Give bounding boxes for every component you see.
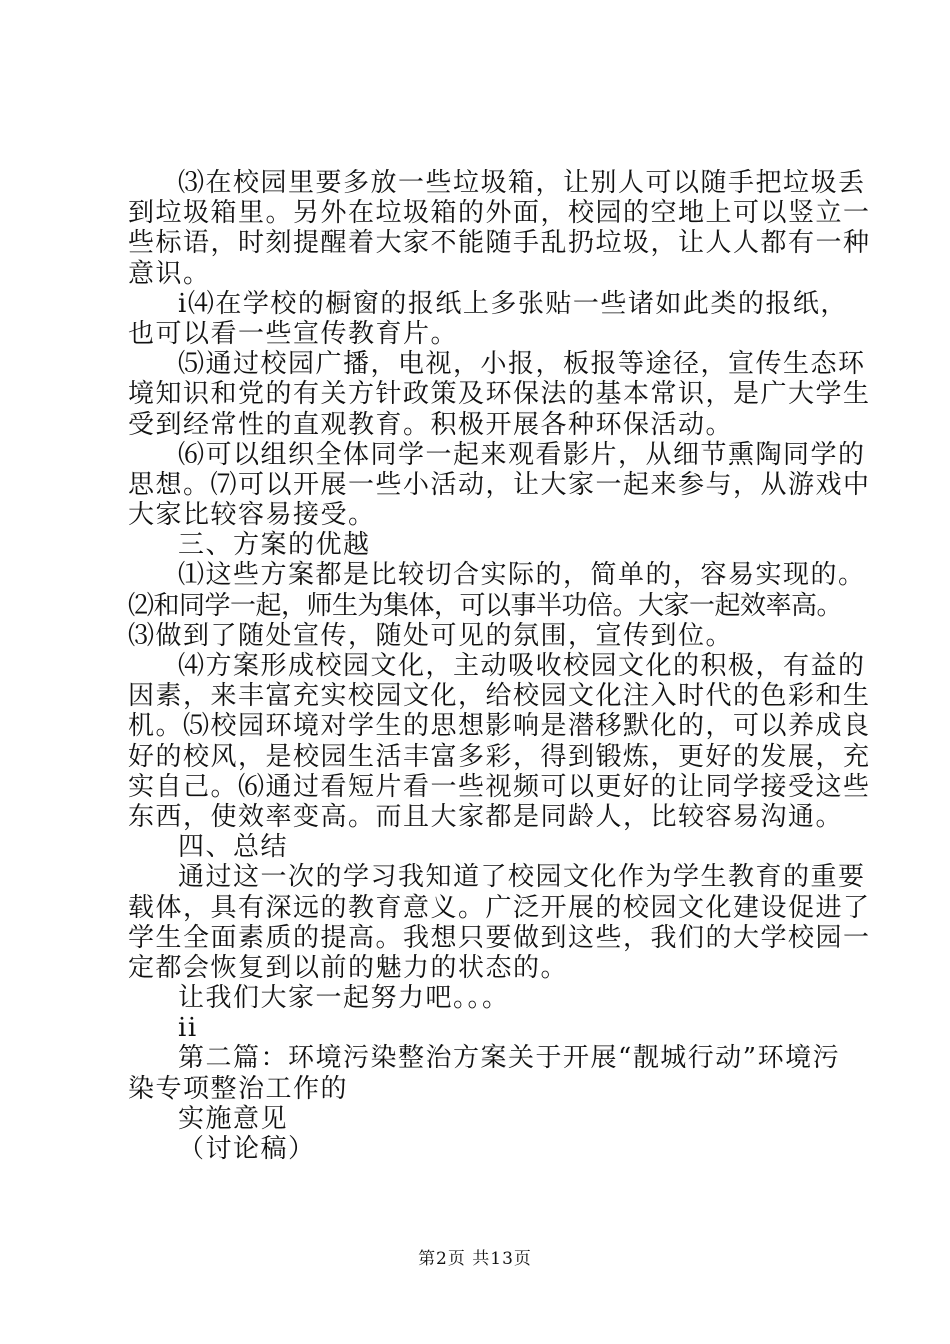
text-line: 学生全面素质的提高。我想只要做到这些，我们的大学校园一 — [128, 922, 871, 953]
text-line: 到垃圾箱里。另外在垃圾箱的外面，校园的空地上可以竖立一 — [128, 198, 871, 229]
text-line: 定都会恢复到以前的魅力的状态的。 — [128, 952, 569, 983]
text-line: 四、总结 — [178, 832, 289, 863]
text-line: ⑵和同学一起，师生为集体，可以事半功倍。大家一起效率高。 — [128, 590, 843, 621]
text-line: 思想。⑺可以开展一些小活动，让大家一起来参与，从游戏中 — [128, 469, 871, 500]
text-line: 意识。 — [128, 258, 211, 289]
text-line: 受到经常性的直观教育。积极开展各种环保活动。 — [128, 409, 734, 440]
text-line: ⑶在校园里要多放一些垃圾箱，让别人可以随手把垃圾丢 — [178, 168, 866, 198]
text-line: 境知识和党的有关方针政策及环保法的基本常识，是广大学生 — [128, 379, 871, 410]
text-line: ⑶做到了随处宣传，随处可见的氛围，宣传到位。 — [128, 620, 734, 651]
text-line: 机。⑸校园环境对学生的思想影响是潜移默化的，可以养成良 — [128, 711, 871, 742]
text-line: 好的校风，是校园生活丰富多彩，得到锻炼，更好的发展，充 — [128, 741, 871, 772]
document-body — [128, 168, 871, 1164]
text-line: 实施意见 — [178, 1103, 289, 1134]
text-line: 也可以看一些宣传教育片。 — [128, 318, 459, 349]
text-line: 实自己。⑹通过看短片看一些视频可以更好的让同学接受这些 — [128, 771, 871, 802]
text-line: 些标语，时刻提醒着大家不能随手乱扔垃圾，让人人都有一种 — [128, 228, 871, 259]
text-line: 因素，来丰富充实校园文化，给校园文化注入时代的色彩和生 — [128, 681, 871, 712]
text-line: ⑸通过校园广播，电视，小报，板报等途径，宣传生态环 — [178, 349, 866, 380]
text-line: （讨论稿） — [178, 1134, 316, 1164]
page-footer: 第2页 共13页 — [418, 1249, 532, 1269]
text-line: 载体，具有深远的教育意义。广泛开展的校园文化建设促进了 — [128, 892, 871, 923]
text-line: 东西，使效率变高。而且大家都是同龄人，比较容易沟通。 — [128, 801, 844, 832]
text-line: i⑷在学校的橱窗的报纸上多张贴一些诸如此类的报纸， — [178, 288, 848, 319]
text-line: 三、方案的优越 — [178, 530, 371, 561]
text-line: 让我们大家一起努力吧。。。 — [178, 983, 510, 1014]
text-line: ⑴这些方案都是比较切合实际的，简单的，容易实现的。 — [178, 560, 866, 591]
text-line: ⑹可以组织全体同学一起来观看影片，从细节熏陶同学的 — [178, 439, 866, 470]
text-line: ii — [178, 1013, 198, 1044]
text-line: 第二篇：环境污染整治方案关于开展“靓城行动”环境污 — [178, 1043, 841, 1074]
text-line: 通过这一次的学习我知道了校园文化作为学生教育的重要 — [178, 862, 866, 893]
text-line: ⑷方案形成校园文化，主动吸收校园文化的积极，有益的 — [178, 651, 866, 681]
text-line: 大家比较容易接受。 — [128, 500, 376, 531]
text-line: 染专项整治工作的 — [128, 1073, 349, 1104]
